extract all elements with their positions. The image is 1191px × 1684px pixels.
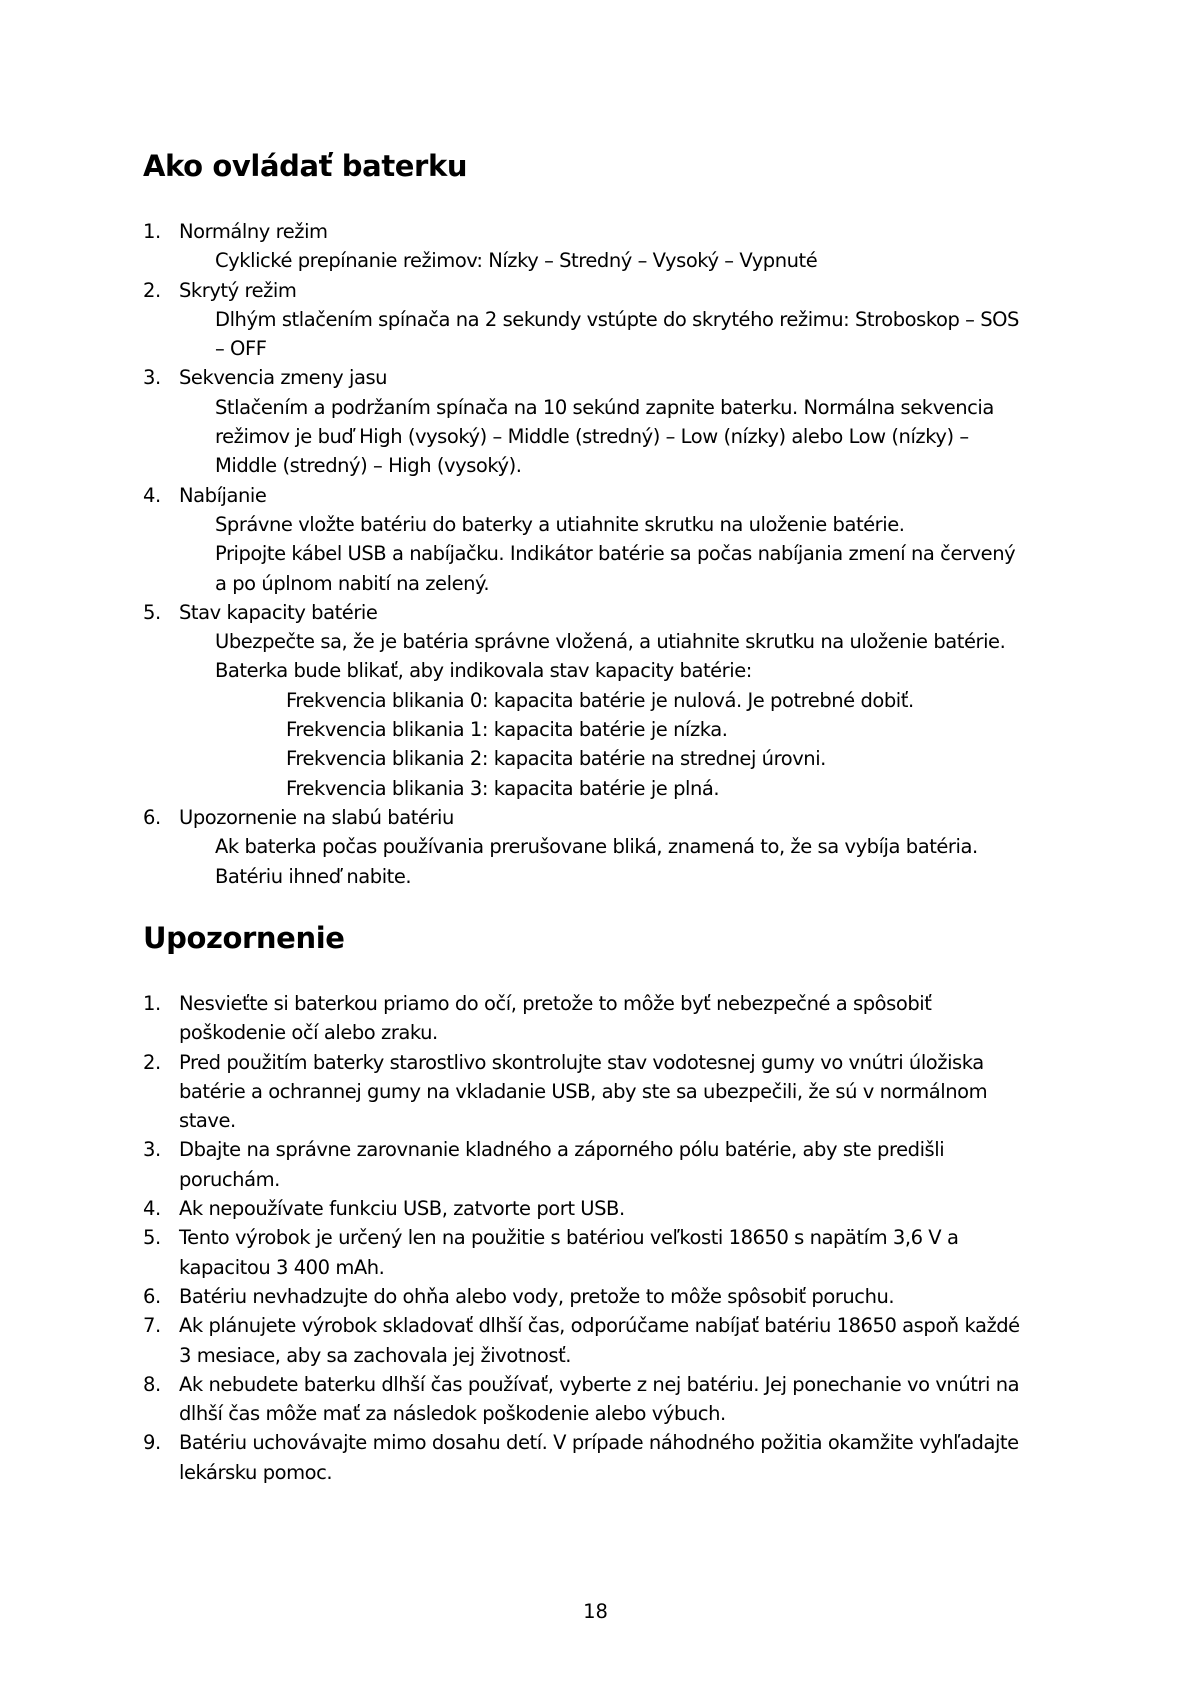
list-item-title: Skrytý režim (179, 278, 297, 302)
warning-text: Ak nebudete baterku dlhší čas používať, vyberte z nej batériu. Jej ponechanie vo vnútri na (179, 1372, 1020, 1396)
list-number: 4. (143, 483, 161, 507)
description-line (0, 305, 1191, 334)
item-description: Baterka bude blikať, aby indikovala stav kapacity batérie: (215, 659, 752, 683)
description-line (0, 539, 1191, 568)
warning-line (0, 1428, 1191, 1457)
warning-line (0, 1370, 1191, 1399)
list-item (0, 1223, 1191, 1282)
list-item-title-line (0, 481, 1191, 510)
item-description: – OFF (215, 337, 267, 361)
warning-line (0, 1077, 1191, 1106)
operation-list (0, 217, 1191, 891)
warning-line (0, 1165, 1191, 1194)
item-description: Správne vložte batériu do baterky a utiahnite skrutku na uloženie batérie. (215, 512, 905, 536)
description-line (0, 393, 1191, 422)
warning-text: stave. (179, 1109, 236, 1133)
warning-line (0, 1253, 1191, 1282)
list-item-title-line (0, 803, 1191, 832)
item-description: Ak baterka počas používania prerušovane bliká, znamená to, že sa vybíja batéria. (215, 835, 978, 859)
list-number: 4. (143, 1197, 161, 1221)
subdescription-line (0, 744, 1191, 773)
description-line (0, 451, 1191, 480)
list-item (0, 481, 1191, 598)
warning-text: Batériu nevhadzujte do ohňa alebo vody, pretože to môže spôsobiť poruchu. (179, 1284, 895, 1308)
list-item-title: Stav kapacity batérie (179, 600, 378, 624)
list-number: 1. (143, 992, 161, 1015)
list-item (0, 363, 1191, 480)
page-number: 18 (583, 1600, 608, 1623)
subdescription-line (0, 774, 1191, 803)
item-subdescription: Frekvencia blikania 0: kapacita batérie je nulová. Je potrebné dobiť. (286, 688, 914, 712)
item-subdescription: Frekvencia blikania 2: kapacita batérie na strednej úrovni. (286, 747, 826, 771)
item-description: Batériu ihneď nabite. (215, 864, 412, 888)
item-description: Pripojte kábel USB a nabíjačku. Indikátor batérie sa počas nabíjania zmení na červený (215, 542, 1016, 566)
list-item-title: Nabíjanie (179, 483, 267, 507)
section-heading-warning: Upozornenie (143, 921, 345, 955)
warning-text: lekársku pomoc. (179, 1460, 333, 1484)
warning-line (0, 1106, 1191, 1135)
list-number: 7. (143, 1314, 161, 1338)
warning-line (0, 1048, 1191, 1077)
warning-line (0, 989, 1191, 1018)
list-item (0, 1370, 1191, 1429)
list-number: 9. (143, 1431, 161, 1455)
list-number: 8. (143, 1372, 161, 1396)
warning-text: Ak plánujete výrobok skladovať dlhší čas, odporúčame nabíjať batériu 18650 aspoň každé (179, 1314, 1020, 1338)
list-item (0, 989, 1191, 1048)
description-line (0, 510, 1191, 539)
warning-text: poškodenie očí alebo zraku. (179, 1021, 438, 1045)
warning-text: Tento výrobok je určený len na použitie s batériou veľkosti 18650 s napätím 3,6 V a (179, 1226, 959, 1250)
list-item (0, 217, 1191, 276)
warning-text: dlhší čas môže mať za následok poškodenie alebo výbuch. (179, 1402, 726, 1426)
warning-line (0, 1399, 1191, 1428)
list-number: 5. (143, 1226, 161, 1250)
warning-text: 3 mesiace, aby sa zachovala jej životnosť. (179, 1343, 572, 1367)
list-item (0, 276, 1191, 364)
section-heading-operation: Ako ovládať baterku (143, 149, 468, 183)
list-item (0, 598, 1191, 803)
item-subdescription: Frekvencia blikania 3: kapacita batérie je plná. (286, 776, 720, 800)
warning-line (0, 1282, 1191, 1311)
list-number: 3. (143, 366, 161, 390)
subdescription-line (0, 715, 1191, 744)
subdescription-line (0, 686, 1191, 715)
description-line (0, 246, 1191, 275)
warning-text: batérie a ochrannej gumy na vkladanie USB, aby ste sa ubezpečili, že sú v normálnom (179, 1079, 988, 1103)
item-description: Stlačením a podržaním spínača na 10 sekúnd zapnite baterku. Normálna sekvencia (215, 395, 994, 419)
list-item-title: Sekvencia zmeny jasu (179, 366, 388, 390)
description-line (0, 334, 1191, 363)
item-description: režimov je buď High (vysoký) – Middle (stredný) – Low (nízky) alebo Low (nízky) – (215, 425, 969, 449)
list-item-title-line (0, 598, 1191, 627)
warning-text: Dbajte na správne zarovnanie kladného a záporného pólu batérie, aby ste predišli (179, 1138, 945, 1162)
warning-text: Pred použitím baterky starostlivo skontrolujte stav vodotesnej gumy vo vnútri úložiska (179, 1050, 984, 1074)
list-item (0, 1048, 1191, 1136)
description-line (0, 569, 1191, 598)
warning-line (0, 1194, 1191, 1223)
list-item (0, 803, 1191, 891)
warning-text: Batériu uchovávajte mimo dosahu detí. V prípade náhodného požitia okamžite vyhľadajte (179, 1431, 1019, 1455)
warning-line (0, 1018, 1191, 1047)
description-line (0, 656, 1191, 685)
warning-line (0, 1223, 1191, 1252)
list-number: 6. (143, 1284, 161, 1308)
item-subdescription: Frekvencia blikania 1: kapacita batérie je nízka. (286, 718, 728, 742)
description-line (0, 862, 1191, 891)
list-item-title: Upozornenie na slabú batériu (179, 805, 454, 829)
warning-text: Nesvieťte si baterkou priamo do očí, pretože to môže byť nebezpečné a spôsobiť (179, 992, 932, 1015)
item-description: a po úplnom nabití na zelený. (215, 571, 490, 595)
list-number: 3. (143, 1138, 161, 1162)
item-description: Dlhým stlačením spínača na 2 sekundy vstúpte do skrytého režimu: Stroboskop – SOS (215, 307, 1019, 331)
warning-text: kapacitou 3 400 mAh. (179, 1255, 385, 1279)
warning-line (0, 1135, 1191, 1164)
list-item (0, 1311, 1191, 1370)
description-line (0, 627, 1191, 656)
warning-list (0, 989, 1191, 1487)
list-number: 1. (143, 220, 161, 243)
list-item-title-line (0, 217, 1191, 246)
list-item-title: Normálny režim (179, 220, 328, 243)
list-number: 2. (143, 278, 161, 302)
list-item (0, 1194, 1191, 1223)
list-item-title-line (0, 276, 1191, 305)
warning-line (0, 1458, 1191, 1487)
description-line (0, 422, 1191, 451)
list-number: 6. (143, 805, 161, 829)
list-item-title-line (0, 363, 1191, 392)
description-line (0, 832, 1191, 861)
list-item (0, 1282, 1191, 1311)
list-number: 5. (143, 600, 161, 624)
item-description: Middle (stredný) – High (vysoký). (215, 454, 522, 478)
item-description: Ubezpečte sa, že je batéria správne vložená, a utiahnite skrutku na uloženie batérie. (215, 630, 1006, 654)
list-item (0, 1135, 1191, 1194)
warning-line (0, 1341, 1191, 1370)
warning-text: Ak nepoužívate funkciu USB, zatvorte port USB. (179, 1197, 625, 1221)
list-number: 2. (143, 1050, 161, 1074)
warning-line (0, 1311, 1191, 1340)
list-item (0, 1428, 1191, 1487)
warning-text: poruchám. (179, 1167, 280, 1191)
item-description: Cyklické prepínanie režimov: Nízky – Stredný – Vysoký – Vypnuté (215, 249, 818, 273)
